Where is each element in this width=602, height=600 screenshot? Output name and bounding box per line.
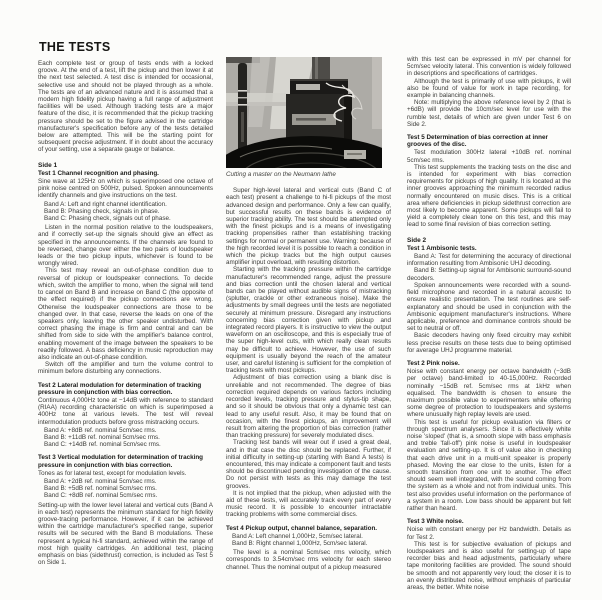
band-list (38, 201, 213, 223)
band-list (38, 478, 213, 500)
band-line: Band B: +11dB ref. nominal 5cm/sec rms. (44, 433, 160, 441)
test-heading: Test 2 Lateral modulation for determination of tracking pressure in conjunction with bias correction. (38, 381, 202, 396)
paragraph: Spoken announcements were recorded with a sound-field microphone and recorded in a natural acoustic to ensure realistic presentation. The test routines are self-explanatory and should be used in conjunction with the Ambisonic equipment manufacturer's instructions. Where applicable, preference and dominance controls should be set to neutral or off. (407, 281, 571, 333)
paragraph: It is not implied that the pickup, when adjusted with the aid of these tests, will accurately track every part of every music record. It is possible to encounter intractable tracking problems with some commercial discs. (226, 489, 391, 519)
paragraph: Noise with constant energy per octave bandwidth (−3dB per octave) band-limited to 40-15,000Hz. Recorded nominally −15dB ref. 5cm/sec rms at 1kHz when equalised. The bandwidth is chosen to ensure the maximum possible value to experimenters while offering some degree of protection to loudspeakers and systems where unusually high replay levels are used. (407, 368, 571, 419)
band-line: Band A: Left and right channel identification. (44, 200, 167, 208)
band-line: Band B: Right channel 1,000Hz, 5cm/sec lateral. (232, 539, 368, 547)
band-list (226, 533, 391, 547)
paragraph: Tones as for lateral test, except for modulation levels. (38, 469, 187, 477)
test-heading: Test 4 Pickup output, channel balance, separation. (226, 524, 378, 532)
paragraph: Setting-up with the lower level lateral and vertical cuts (Band A in each test) represents the minimum standard for high fidelity groove-tracing performance. However, if it can be achieved within the cartridge manufacturer's specified range, superior results will be secured with the Band B modulations. These represent a typical hi-fi standard, achieved within the range of most high quality cartridges. An additional test, placing emphasis on bias (sidethrust) correction, is included as Test 5 on Side 1. (38, 501, 213, 567)
page-title: THE TESTS (39, 40, 111, 54)
paragraph: Super high-level lateral and vertical cuts (Band C of each test) present a challenge to hi-fi pickups of the most advanced design and performance. Only a few can qualify, but successful results on these bands is evidence of superior tracking ability. The test should be attempted only with the finest pickups and is a means of investigating tracking propensities rather than establishing tracking settings for normal or permanent use. Warning: because of the high recorded level it is possible to reach a condition in which the pickup tracks but the high output causes amplifier input overload, with resulting distortion. (226, 187, 391, 267)
paragraph: Switch off the amplifier and turn the volume control to minimum before disturbing any connections. (38, 361, 213, 376)
paragraph: Tracking test bands will wear out if used a great deal, and in that case the disc should be replaced. Further, if initial difficulty in setting-up (starting with Band A tests) is encountered, this may indicate a component fault and tests should be discontinued pending investigation of the cause. Do not persist with tests as this may damage the test grooves. (226, 439, 391, 490)
band-line: Band A: +2dB ref. nominal 5cm/sec rms. (44, 477, 157, 485)
column-1 (38, 60, 213, 566)
paragraph: Note: multiplying the above reference level by 2 (that is +6dB) will provide the 10cm/sec level for use with the rumble test, details of which are given under Test 6 on Side 2. (407, 99, 571, 128)
column-3 (407, 56, 571, 591)
paragraph: Band A: Test for determining the accuracy of directional information resulting from Ambisonic UHJ decoding. (407, 253, 571, 268)
band-line: Band B: +5dB ref. nominal 5cm/sec rms. (44, 485, 157, 493)
test-heading: Test 2 Pink noise. (407, 359, 460, 367)
paragraph: Each complete test or group of tests ends with a locked groove. At the end of a test, lift the pickup and then lower it at the next test selected. A test disc is intended for occasional, selective use and should not be played through as a whole. The tests are of an advanced nature and it is assumed that a modern high fidelity pickup having a full range of adjustment facilities will be used. Although tracking tests are a major feature of the disc, it is recommended that the pickup tracking pressure should be set to the figure advised in the cartridge manufacturer's specification before any of the tests detailed below are attempted. This will be the starting point for subsequent precise adjustment. If in doubt about the accuracy of your setting, use a separate gauge or balance. (38, 60, 213, 154)
paragraph: Sine wave at 125Hz on which is superimposed one octave of pink noise centred on 500Hz, pulsed. Spoken announcements identify channels and give instructions on the test. (38, 178, 213, 200)
paragraph: This test may reveal an out-of-phase condition due to reversal of pickup or loudspeaker connections. To decide which, switch the amplifier to mono, when the signal will tend to cancel on Band B and increase on Band C (the opposite of the effect required) if the pickup connections are wrong. Otherwise the loudspeaker connections are those to be changed over. In that case, reverse the leads on one of the speakers only, leaving the other speaker undisturbed. With correct phasing the image is firm and central and can be shifted from side to side with the amplifier's balance control, enabling movement of the image between the speakers to be readily followed. A bass deficiency in music reproduction may also indicate an out-of-phase condition. (38, 267, 213, 361)
band-line: Band A: Left channel 1,000Hz, 5cm/sec lateral. (232, 532, 363, 540)
band-line: Band C: +8dB ref. nominal 5cm/sec rms. (44, 492, 158, 500)
test-heading: Test 3 Vertical modulation for determination of tracking pressure in conjunction with bias correction. (38, 454, 204, 469)
paragraph: This test is useful for pickup evaluation via filters or through spectrum analysers. Since it is effectively white noise 'sloped' (that is, a smooth slope with bass emphasis and treble 'fall-off') pink noise is useful in loudspeaker evaluation and setting-up. It is of value also in checking that each drive unit in a multi-unit speaker is properly phased. Moving the ear close to the units, listen for a smooth transition from one unit to another. The effect should seem well integrated, with the sound coming from the system as a whole and not from individual units. This test also provides useful information on the performance of a system in a room. Low bass should be apparent but felt rather than heard. (407, 418, 571, 512)
test-heading: Test 3 White noise. (407, 518, 464, 526)
test-heading: Test 1 Channel recognition and phasing. (38, 169, 159, 177)
band-line: Band B: Phasing check, signals in phase. (44, 207, 160, 215)
paragraph: Continuous 4,000Hz tone at −14dB with reference to standard (RIAA) recording characteristic on which is superimposed a 400Hz tone at various levels. The test will reveal intermodulation products before gross mistracking occurs. (38, 396, 213, 426)
photo-caption: Cutting a master on the Neumann lathe (226, 171, 336, 178)
paragraph: Although the test is primarily of use with pickups, it will also be found of value for work in tape recording, for example in balancing channels. (407, 77, 571, 100)
side-heading: Side 2 (407, 236, 427, 244)
paragraph: This test supplements the tracking tests on the disc and is intended for experiment with bias correction requirements for pickups of high quality. It is located at the inner grooves approaching the minimum recorded radius normally encountered on music discs. This is a critical area where deficiencies in pickup sidethrust correction are most likely to become apparent. Some pickups will fail to yield a completely clean tone on this test, and this may lead to some final revision of bias correction setting. (407, 163, 571, 229)
side-heading: Side 1 (38, 161, 58, 169)
paragraph: Listen in the normal position relative to the loudspeakers, and if correctly set-up the signals should give an effect as specified in the announcements. If the channels are found to be reversed, change over either the two pairs of loudspeaker leads or the two pickup inputs, whichever is found to be wrongly wired. (38, 224, 213, 268)
band-line: Band C: +14dB ref. nominal 5cm/sec rms. (44, 441, 161, 449)
lathe-photo (226, 57, 382, 168)
band-line: Band A: +8dB ref. nominal 5cm/sec rms. (44, 426, 157, 434)
paragraph: This test is for subjective evaluation of pickups and loudspeakers and is also useful for setting-up of tape recorder bias and head adjustments, particularly where tape monitoring facilities are provided. The sound should be smooth and not apparently very loud; the closer it is to an evenly distributed noise, without emphasis of particular areas, the better. White noise (407, 540, 571, 592)
band-line: Band C: Phasing check, signals out of phase. (44, 215, 171, 223)
paragraph: The level is a nominal 5cm/sec rms velocity, which corresponds to 3.54cm/sec rms velocity for each stereo channel. Thus the nominal output of a pickup measured (226, 549, 391, 571)
paragraph: Adjustment of bias correction using a blank disc is unreliable and not recommended. The degree of bias correction required depends on various factors including recorded levels, tracking pressure and stylus-tip shape, and so it should be obvious that only a dynamic test can lead to any useful result. Also, it may be found that on occasion, with the finest pickups, an improvement will result from altering the proportion of bias correction (rather than tracking pressure) for severely modulated discs. (226, 374, 391, 440)
column-2 (226, 57, 391, 571)
band-list (38, 427, 213, 449)
column-2-text (226, 187, 391, 571)
test-heading: Test 1 Ambisonic tests. (407, 244, 477, 252)
paragraph: Band B: Setting-up signal for Ambisonic surround-sound decoders. (407, 267, 571, 282)
test-heading: Test 5 Determination of bias correction at inner grooves of the disc. (407, 134, 548, 149)
paragraph: with this test can be expressed in mV per channel for 5cm/sec velocity lateral. This convention is widely followed in descriptions and specifications of cartridges. (407, 56, 571, 78)
paragraph: Starting with the tracking pressure within the cartridge manufacturer's recommended range, adjust the pressure and bias correction until the chosen lateral and vertical bands can be played without audible signs of mistracking (splutter, crackle or other extraneous noise). Make the adjustments by small degrees until the tests are negotiated securely at minimum pressure. Disregard any instructions concerning bias correction given with pickup and integrated record players. It is instructive to view the output waveform on an oscilloscope, and this is especially true of the super high-level cuts, with which really clean results may be difficult to achieve. However, the use of such equipment is usually beyond the reach of the amateur user, and careful listening is sufficient for the completion of tracking tests with most pickups. (226, 266, 391, 375)
lathe-photo-illustration (226, 57, 382, 168)
paragraph: Noise with constant energy per Hz bandwidth. Details as for Test 2. (407, 526, 571, 541)
paragraph: Basic decoders having only fixed circuitry may exhibit less precise results on these tests due to being optimised for average UHJ programme material. (407, 332, 571, 354)
paragraph: Test modulation 300Hz lateral +10dB ref. nominal 5cm/sec rms. (407, 149, 571, 164)
